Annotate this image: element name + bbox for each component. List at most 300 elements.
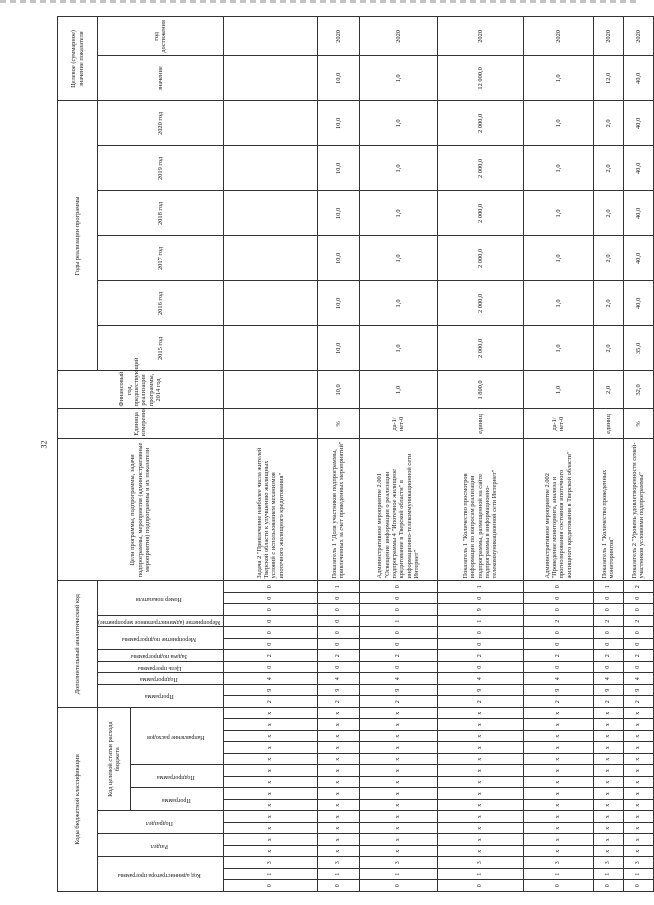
row-name: Показатель 1 "Количество проведенных мониторингов" xyxy=(593,439,623,581)
code-digit: х xyxy=(359,754,437,766)
code-digit: 3 xyxy=(523,857,593,869)
row-base-value: 1 800,0 xyxy=(437,371,523,409)
code-digit: 0 xyxy=(437,627,523,639)
code-digit: 1 xyxy=(593,869,623,881)
code-digit: 0 xyxy=(223,581,317,593)
scan-edge xyxy=(0,0,640,3)
row-year-value: 2 000,0 xyxy=(437,146,523,191)
code-digit: 9 xyxy=(359,684,437,696)
code-digit: 0 xyxy=(523,661,593,673)
code-digit: х xyxy=(223,811,317,823)
row-year-value: 10,0 xyxy=(317,191,359,236)
code-digit: х xyxy=(317,800,359,812)
code-digit: 4 xyxy=(593,673,623,685)
code-digit: 0 xyxy=(317,615,359,627)
code-digit: х xyxy=(437,719,523,731)
code-digit: х xyxy=(623,754,653,766)
code-digit: 4 xyxy=(523,673,593,685)
code-digit: 2 xyxy=(437,650,523,662)
code-digit: х xyxy=(437,742,523,754)
row-year-value: 2 000,0 xyxy=(437,281,523,326)
row-year-value xyxy=(223,326,317,371)
table-row xyxy=(317,17,359,892)
code-digit: х xyxy=(223,754,317,766)
code-digit: х xyxy=(593,834,623,846)
code-digit: х xyxy=(623,788,653,800)
row-year-value: 2,0 xyxy=(593,236,623,281)
row-total-year xyxy=(223,17,317,56)
code-digit: 0 xyxy=(523,880,593,892)
code-digit: 9 xyxy=(523,684,593,696)
page-number: 32 xyxy=(39,440,49,449)
code-digit: х xyxy=(437,846,523,858)
header-y2017: 2017 год xyxy=(98,236,224,281)
header-unit: Единица измерения xyxy=(58,409,224,439)
code-digit: х xyxy=(523,719,593,731)
row-name: Показатель 1 "Доля участников подпрограммы, привлеченных за счет проведенных мероприятий" xyxy=(317,439,359,581)
row-year-value: 1,0 xyxy=(359,281,437,326)
row-year-value: 40,0 xyxy=(623,146,653,191)
code-digit: х xyxy=(223,765,317,777)
code-digit: х xyxy=(593,800,623,812)
code-digit: 0 xyxy=(623,592,653,604)
row-name: Показатель 2 "Уровень удовлетворенности семей-участников условиями подпрограммы" xyxy=(623,439,653,581)
code-digit: 0 xyxy=(317,604,359,616)
code-digit: 0 xyxy=(623,880,653,892)
code-digit: х xyxy=(317,742,359,754)
code-digit: х xyxy=(523,823,593,835)
code-digit: х xyxy=(359,707,437,719)
row-year-value: 1,0 xyxy=(359,236,437,281)
code-digit: х xyxy=(593,823,623,835)
code-digit: х xyxy=(317,846,359,858)
header-an-programma: Программа xyxy=(98,684,224,707)
row-total-year: 2020 xyxy=(437,17,523,56)
code-digit: 1 xyxy=(317,581,359,593)
row-total-year: 2020 xyxy=(623,17,653,56)
code-digit: х xyxy=(623,823,653,835)
code-digit: х xyxy=(523,834,593,846)
code-digit: 0 xyxy=(223,661,317,673)
code-digit: х xyxy=(223,834,317,846)
row-year-value: 1,0 xyxy=(523,281,593,326)
header-podrazdel: Подраздел xyxy=(98,811,224,834)
code-digit: 2 xyxy=(223,696,317,708)
code-digit: 0 xyxy=(593,638,623,650)
code-digit: х xyxy=(359,742,437,754)
code-digit: 0 xyxy=(623,638,653,650)
code-digit: х xyxy=(523,707,593,719)
code-digit: 0 xyxy=(437,880,523,892)
code-digit: 2 xyxy=(593,615,623,627)
header-y2020: 2020 год xyxy=(98,101,224,146)
row-year-value: 1,0 xyxy=(523,101,593,146)
code-digit: х xyxy=(623,707,653,719)
code-digit: 0 xyxy=(223,880,317,892)
code-digit: 0 xyxy=(593,592,623,604)
code-digit: 2 xyxy=(317,696,359,708)
code-digit: 2 xyxy=(437,696,523,708)
row-base-value: 2,0 xyxy=(593,371,623,409)
row-year-value: 2 000,0 xyxy=(437,326,523,371)
code-digit: х xyxy=(223,800,317,812)
code-digit: х xyxy=(359,834,437,846)
header-an-cel: Цель программы xyxy=(98,661,224,673)
code-digit: 0 xyxy=(523,581,593,593)
header-y2019: 2019 год xyxy=(98,146,224,191)
code-digit: х xyxy=(359,846,437,858)
code-digit: 3 xyxy=(223,857,317,869)
code-digit: 3 xyxy=(437,857,523,869)
code-digit: 4 xyxy=(437,673,523,685)
code-digit: х xyxy=(523,742,593,754)
code-digit: 0 xyxy=(359,581,437,593)
code-digit: х xyxy=(359,765,437,777)
row-total-value: 1,0 xyxy=(523,56,593,101)
code-digit: х xyxy=(437,800,523,812)
header-total-year: год достижения xyxy=(98,17,224,56)
row-year-value: 40,0 xyxy=(623,281,653,326)
header-admin-code: Код администратора программы xyxy=(98,857,224,892)
code-digit: 2 xyxy=(623,650,653,662)
code-digit: х xyxy=(437,754,523,766)
row-base-value: 1,0 xyxy=(523,371,593,409)
code-digit: х xyxy=(623,777,653,789)
code-digit: 2 xyxy=(359,650,437,662)
table-header xyxy=(58,17,224,892)
code-digit: х xyxy=(223,777,317,789)
row-unit: да-1/ нет-0 xyxy=(359,409,437,439)
code-digit: х xyxy=(623,846,653,858)
row-year-value xyxy=(223,281,317,326)
code-digit: 9 xyxy=(223,684,317,696)
code-digit: х xyxy=(359,788,437,800)
table-body xyxy=(223,17,653,892)
code-digit: х xyxy=(317,811,359,823)
code-digit: х xyxy=(523,754,593,766)
code-digit: х xyxy=(437,834,523,846)
code-digit: х xyxy=(623,742,653,754)
row-total-value xyxy=(223,56,317,101)
row-total-value: 12 000,0 xyxy=(437,56,523,101)
code-digit: х xyxy=(317,765,359,777)
row-year-value: 1,0 xyxy=(359,191,437,236)
code-digit: 4 xyxy=(359,673,437,685)
code-digit: 4 xyxy=(223,673,317,685)
row-total-year: 2020 xyxy=(523,17,593,56)
row-year-value: 35,0 xyxy=(623,326,653,371)
table-row xyxy=(223,17,317,892)
code-digit: х xyxy=(437,765,523,777)
code-digit: 2 xyxy=(623,615,653,627)
code-digit: х xyxy=(437,788,523,800)
code-digit: 0 xyxy=(223,592,317,604)
code-digit: 0 xyxy=(223,615,317,627)
code-digit: х xyxy=(359,719,437,731)
code-digit: х xyxy=(359,731,437,743)
row-year-value: 1,0 xyxy=(523,146,593,191)
code-digit: 0 xyxy=(593,880,623,892)
code-digit: 1 xyxy=(223,869,317,881)
code-digit: 1 xyxy=(359,869,437,881)
code-digit: 3 xyxy=(623,857,653,869)
row-total-year: 2020 xyxy=(593,17,623,56)
code-digit: 0 xyxy=(523,638,593,650)
row-year-value: 2,0 xyxy=(593,326,623,371)
code-digit: х xyxy=(223,707,317,719)
row-unit xyxy=(223,409,317,439)
code-digit: х xyxy=(317,834,359,846)
row-year-value xyxy=(223,146,317,191)
code-digit: 0 xyxy=(593,661,623,673)
header-name: Цели программы, подпрограммы, задачи подпрограммы, мероприятия (административные мероприятия) подпрограммы и их показатели xyxy=(58,439,224,581)
header-programma: Программа xyxy=(131,788,223,811)
row-unit: единиц xyxy=(437,409,523,439)
row-year-value: 10,0 xyxy=(317,146,359,191)
row-name: Административное мероприятие 2.001 "Освещение информации о реализации подпрограммы 4 "Ипотечное жилищное кредитование в Тверской области" в информационно-телекоммуникационной сети Интернет" xyxy=(359,439,437,581)
row-total-value: 1,0 xyxy=(359,56,437,101)
code-digit: 9 xyxy=(317,684,359,696)
code-digit: 2 xyxy=(523,696,593,708)
code-digit: 2 xyxy=(317,650,359,662)
row-total-year: 2020 xyxy=(359,17,437,56)
code-digit: х xyxy=(593,811,623,823)
header-an-meropriyatie: Мероприятие подпрограммы xyxy=(98,627,224,650)
program-indicators-table xyxy=(57,16,654,892)
row-total-year: 2020 xyxy=(317,17,359,56)
code-digit: 0 xyxy=(437,592,523,604)
header-y2018: 2018 год xyxy=(98,191,224,236)
code-digit: х xyxy=(359,811,437,823)
code-digit: х xyxy=(317,823,359,835)
code-digit: 0 xyxy=(359,627,437,639)
row-year-value: 10,0 xyxy=(317,236,359,281)
row-total-value: 40,0 xyxy=(623,56,653,101)
code-digit: 1 xyxy=(523,869,593,881)
row-year-value: 10,0 xyxy=(317,281,359,326)
code-digit: х xyxy=(317,707,359,719)
code-digit: 2 xyxy=(359,696,437,708)
header-total-value: значение xyxy=(98,56,224,101)
row-name: Задача 2 "Привлечение наиболее числа жителей Тверской области к улучшению жилищных условий с использованием механизмов ипотечного жилищного кредитования" xyxy=(223,439,317,581)
row-unit: да-1/ нет-0 xyxy=(523,409,593,439)
code-digit: 0 xyxy=(523,592,593,604)
code-digit: 0 xyxy=(223,627,317,639)
row-year-value: 2 000,0 xyxy=(437,101,523,146)
code-digit: 2 xyxy=(523,615,593,627)
row-year-value xyxy=(223,101,317,146)
table-row xyxy=(593,17,623,892)
header-total-group: Целевое (суммарное) значение показателя xyxy=(58,17,98,101)
code-digit: 3 xyxy=(359,857,437,869)
code-digit: 4 xyxy=(623,673,653,685)
code-digit: х xyxy=(523,811,593,823)
code-digit: 9 xyxy=(437,684,523,696)
code-digit: х xyxy=(317,719,359,731)
row-year-value: 40,0 xyxy=(623,191,653,236)
code-digit: х xyxy=(623,834,653,846)
row-year-value xyxy=(223,191,317,236)
code-digit: х xyxy=(223,731,317,743)
row-year-value xyxy=(223,236,317,281)
row-year-value: 2 000,0 xyxy=(437,236,523,281)
code-digit: х xyxy=(437,777,523,789)
code-digit: х xyxy=(317,788,359,800)
row-year-value: 1,0 xyxy=(523,236,593,281)
row-year-value: 2,0 xyxy=(593,191,623,236)
code-digit: х xyxy=(593,754,623,766)
code-digit: 1 xyxy=(623,869,653,881)
code-digit: 1 xyxy=(437,581,523,593)
row-base-value xyxy=(223,371,317,409)
code-digit: 3 xyxy=(593,857,623,869)
code-digit: х xyxy=(623,765,653,777)
code-digit: 0 xyxy=(359,661,437,673)
code-digit: 2 xyxy=(593,650,623,662)
code-digit: 0 xyxy=(359,604,437,616)
row-year-value: 1,0 xyxy=(359,146,437,191)
row-year-value: 1,0 xyxy=(359,326,437,371)
row-year-value: 1,0 xyxy=(359,101,437,146)
code-digit: 0 xyxy=(223,604,317,616)
row-total-value: 10,0 xyxy=(317,56,359,101)
code-digit: х xyxy=(593,731,623,743)
code-digit: 0 xyxy=(593,627,623,639)
row-unit: единиц xyxy=(593,409,623,439)
header-y2015: 2015 год xyxy=(98,326,224,371)
code-digit: 1 xyxy=(593,581,623,593)
table-row xyxy=(359,17,437,892)
code-digit: 0 xyxy=(359,638,437,650)
row-unit: % xyxy=(317,409,359,439)
code-digit: 1 xyxy=(437,869,523,881)
code-digit: х xyxy=(223,788,317,800)
row-year-value: 40,0 xyxy=(623,236,653,281)
row-year-value: 2,0 xyxy=(593,281,623,326)
code-digit: 0 xyxy=(223,638,317,650)
code-digit: х xyxy=(359,777,437,789)
table-row xyxy=(623,17,653,892)
code-digit: х xyxy=(623,719,653,731)
row-base-value: 32,0 xyxy=(623,371,653,409)
code-digit: х xyxy=(359,823,437,835)
code-digit: 2 xyxy=(623,581,653,593)
header-direction: Направление расходов xyxy=(131,707,223,765)
code-digit: 2 xyxy=(523,650,593,662)
header-kcsr-group: Код целевой статьи расхода бюджета xyxy=(98,707,131,811)
code-digit: 0 xyxy=(317,638,359,650)
code-digit: 1 xyxy=(317,869,359,881)
row-unit: % xyxy=(623,409,653,439)
code-digit: х xyxy=(437,707,523,719)
code-digit: 0 xyxy=(523,627,593,639)
code-digit: х xyxy=(437,811,523,823)
header-an-nomer: Номер показателя xyxy=(98,581,224,616)
code-digit: х xyxy=(593,742,623,754)
row-base-value: 10,0 xyxy=(317,371,359,409)
header-an-podprogramma: Подпрограмма xyxy=(98,673,224,685)
row-year-value: 2,0 xyxy=(593,101,623,146)
row-year-value: 40,0 xyxy=(623,101,653,146)
code-digit: 0 xyxy=(359,880,437,892)
row-year-value: 10,0 xyxy=(317,101,359,146)
row-year-value: 1,0 xyxy=(523,191,593,236)
code-digit: х xyxy=(437,823,523,835)
code-digit: х xyxy=(593,846,623,858)
header-analytic-group: Дополнительный аналитический код xyxy=(58,581,98,708)
row-year-value: 2 000,0 xyxy=(437,191,523,236)
code-digit: х xyxy=(593,765,623,777)
code-digit: х xyxy=(593,719,623,731)
header-kbk-group: Коды бюджетной классификации xyxy=(58,707,98,891)
code-digit: х xyxy=(317,777,359,789)
code-digit: х xyxy=(523,800,593,812)
code-digit: х xyxy=(593,777,623,789)
code-digit: х xyxy=(523,777,593,789)
header-base-year: Финансовый год, предшествующий реализации программы, 2014 год xyxy=(58,371,224,409)
rotated-table-container xyxy=(57,20,646,892)
code-digit: х xyxy=(223,846,317,858)
code-digit: х xyxy=(223,823,317,835)
code-digit: 0 xyxy=(437,638,523,650)
code-digit: 0 xyxy=(437,661,523,673)
code-digit: 0 xyxy=(317,592,359,604)
code-digit: х xyxy=(523,765,593,777)
row-year-value: 2,0 xyxy=(593,146,623,191)
row-year-value: 10,0 xyxy=(317,326,359,371)
code-digit: 0 xyxy=(317,880,359,892)
header-an-zadacha: Задача подпрограммы xyxy=(98,650,224,662)
code-digit: 0 xyxy=(317,661,359,673)
row-name: Административное мероприятие 2.002 "Проведение мониторинга, анализа и прогнозирования состояния ипотечного жилищного кредитования в Тверской области" xyxy=(523,439,593,581)
code-digit: 0 xyxy=(317,627,359,639)
table-row xyxy=(523,17,593,892)
header-podprogramma: Подпрограмма xyxy=(131,765,223,788)
code-digit: 2 xyxy=(593,696,623,708)
header-years-group: Годы реализации программы xyxy=(58,101,98,371)
code-digit: х xyxy=(359,800,437,812)
header-y2016: 2016 год xyxy=(98,281,224,326)
code-digit: 0 xyxy=(593,604,623,616)
code-digit: 1 xyxy=(359,615,437,627)
code-digit: х xyxy=(623,811,653,823)
code-digit: 9 xyxy=(437,604,523,616)
code-digit: 9 xyxy=(623,684,653,696)
code-digit: х xyxy=(593,707,623,719)
row-total-value: 12,0 xyxy=(593,56,623,101)
code-digit: 1 xyxy=(437,615,523,627)
code-digit: х xyxy=(437,731,523,743)
code-digit: 0 xyxy=(523,604,593,616)
code-digit: х xyxy=(523,788,593,800)
header-an-type: Мероприятие (административное мероприятие) xyxy=(98,615,224,627)
code-digit: 0 xyxy=(623,604,653,616)
code-digit: 3 xyxy=(317,857,359,869)
code-digit: х xyxy=(223,742,317,754)
code-digit: х xyxy=(317,731,359,743)
header-razdel: Раздел xyxy=(98,834,224,857)
code-digit: 2 xyxy=(623,696,653,708)
code-digit: х xyxy=(523,846,593,858)
code-digit: 4 xyxy=(317,673,359,685)
code-digit: х xyxy=(623,800,653,812)
row-year-value: 1,0 xyxy=(523,326,593,371)
code-digit: 9 xyxy=(593,684,623,696)
code-digit: х xyxy=(593,788,623,800)
code-digit: х xyxy=(623,731,653,743)
row-base-value: 1,0 xyxy=(359,371,437,409)
code-digit: х xyxy=(317,754,359,766)
